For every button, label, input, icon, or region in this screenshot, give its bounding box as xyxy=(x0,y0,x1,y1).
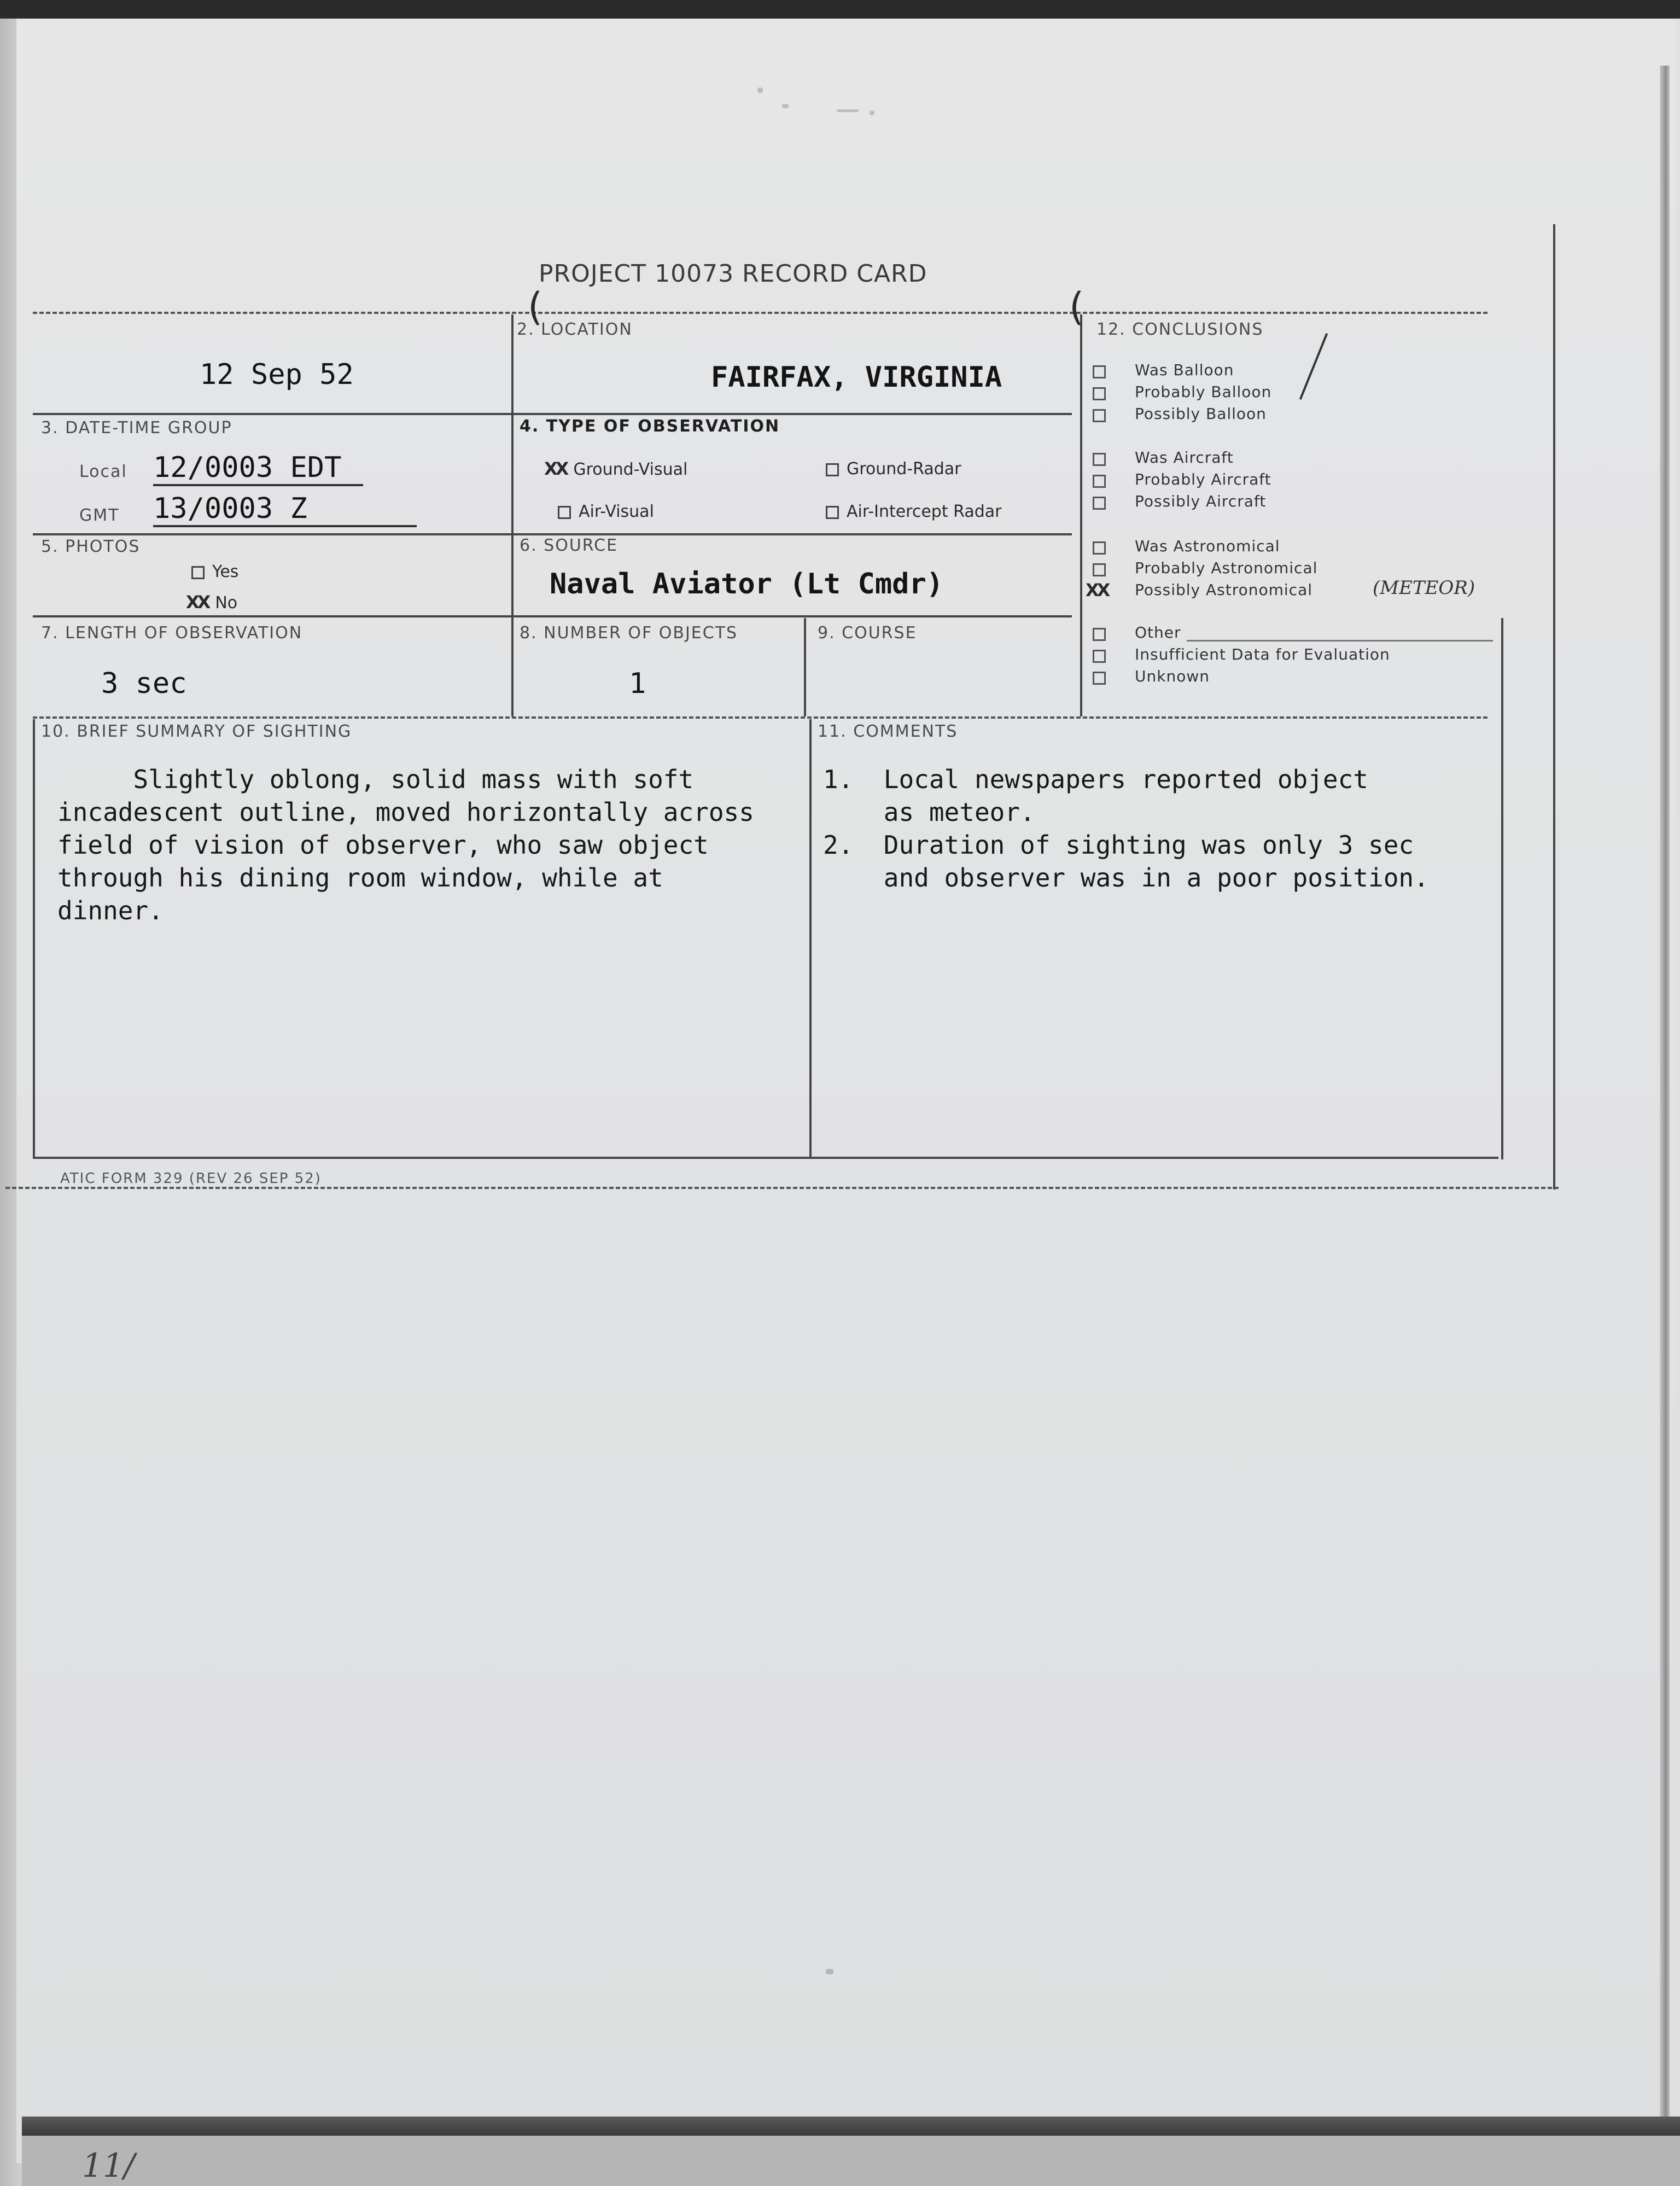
card-rule-bottom xyxy=(33,1157,1498,1159)
scanned-page xyxy=(16,8,1676,2163)
location-label: 2. LOCATION xyxy=(517,320,633,339)
checkbox-icon xyxy=(826,463,839,476)
conclusion-possibly-aircraft: Possibly Aircraft xyxy=(1135,492,1267,510)
summary-text: Slightly oblong, solid mass with soft incadescent outline, moved horizontally across field of vision of observer, who saw object through his dining room window, while at dinner. xyxy=(57,765,754,925)
location-value: FAIRFAX, VIRGINIA xyxy=(711,361,1002,394)
card-rule-top xyxy=(33,312,1488,314)
checkbox-icon xyxy=(1093,563,1106,576)
gmt-label: GMT xyxy=(79,506,120,525)
comments-text: 1. Local newspapers reported object as meteor. 2. Duration of sighting was only 3 sec and observer was in a poor position. xyxy=(823,765,1429,893)
source-value: Naval Aviator (Lt Cmdr) xyxy=(550,568,944,601)
option-air-visual: Air-Visual xyxy=(558,502,654,521)
local-label: Local xyxy=(79,462,127,481)
length-of-observation-label: 7. LENGTH OF OBSERVATION xyxy=(41,623,303,643)
course-label: 9. COURSE xyxy=(818,623,917,643)
type-of-observation-label: 4. TYPE OF OBSERVATION xyxy=(520,417,780,436)
checkbox-icon xyxy=(1093,453,1106,466)
check-mark: XX xyxy=(1086,580,1109,601)
card-divider-date xyxy=(511,314,514,716)
scan-top-border xyxy=(0,0,1680,19)
date-value: 12 Sep 52 xyxy=(200,358,354,391)
card-right-edge xyxy=(1501,618,1503,1159)
checkbox-icon xyxy=(1093,475,1106,488)
other-underline xyxy=(1187,640,1493,642)
number-of-objects-label: 8. NUMBER OF OBJECTS xyxy=(520,623,738,643)
checkbox-icon xyxy=(1093,497,1106,510)
card-rule-row4 xyxy=(33,615,1072,617)
scan-speck xyxy=(826,1969,833,1974)
checkbox-icon xyxy=(1093,387,1106,400)
checkbox-icon xyxy=(1093,650,1106,663)
card-rule-outer-bottom xyxy=(5,1187,1559,1189)
check-mark: XX xyxy=(544,458,567,479)
length-of-observation-value: 3 sec xyxy=(101,667,187,700)
form-number: ATIC FORM 329 (REV 26 SEP 52) xyxy=(60,1170,322,1187)
checkbox-icon xyxy=(1093,672,1106,685)
card-divider-conclusions xyxy=(1080,314,1082,716)
conclusion-other: Other xyxy=(1135,623,1181,642)
card-rule-row5 xyxy=(33,716,1488,719)
number-of-objects-value: 1 xyxy=(629,667,646,700)
scan-right-edge xyxy=(1660,66,1670,2144)
checkbox-icon xyxy=(1093,409,1106,422)
card-divider-course xyxy=(804,618,806,716)
photos-no: XX No xyxy=(186,592,238,613)
checkbox-icon xyxy=(1093,541,1106,555)
punch-mark-left: ( xyxy=(528,284,543,329)
date-time-group-label: 3. DATE-TIME GROUP xyxy=(41,418,232,438)
punch-mark-right: ( xyxy=(1069,284,1084,329)
local-time-value: 12/0003 EDT xyxy=(153,451,363,486)
option-air-intercept-radar: Air-Intercept Radar xyxy=(826,502,1001,521)
card-left-edge xyxy=(33,719,35,1157)
scan-speck xyxy=(757,88,763,93)
handwritten-bottom-mark: 11/ xyxy=(82,2147,135,2185)
card-title: PROJECT 10073 RECORD CARD xyxy=(539,260,928,288)
card-rule-row3 xyxy=(33,533,1072,535)
card-right-outer xyxy=(1553,224,1555,1190)
handwritten-meteor-note: (METEOR) xyxy=(1373,577,1475,599)
scan-speck xyxy=(782,104,789,108)
checkbox-icon xyxy=(1093,365,1106,378)
conclusion-possibly-astronomical: Possibly Astronomical xyxy=(1135,581,1313,599)
conclusion-was-balloon: Was Balloon xyxy=(1135,361,1234,379)
gmt-time-value: 13/0003 Z xyxy=(153,492,417,527)
conclusion-was-aircraft: Was Aircraft xyxy=(1135,448,1234,467)
checkbox-icon xyxy=(558,506,571,519)
checkbox-icon xyxy=(191,566,205,579)
card-rule-row2 xyxy=(33,413,1072,415)
conclusion-unknown: Unknown xyxy=(1135,667,1210,685)
photos-label: 5. PHOTOS xyxy=(41,537,141,556)
conclusion-possibly-balloon: Possibly Balloon xyxy=(1135,405,1267,423)
scan-speck xyxy=(837,109,859,112)
conclusion-probably-balloon: Probably Balloon xyxy=(1135,383,1272,401)
checkbox-icon xyxy=(1093,628,1106,641)
option-ground-radar: Ground-Radar xyxy=(826,459,961,479)
card-divider-summary xyxy=(809,719,812,1157)
check-mark: XX xyxy=(186,592,209,613)
conclusion-probably-astronomical: Probably Astronomical xyxy=(1135,559,1318,577)
conclusion-was-astronomical: Was Astronomical xyxy=(1135,537,1280,555)
photos-yes: Yes xyxy=(191,562,238,581)
checkbox-icon xyxy=(826,506,839,519)
conclusion-probably-aircraft: Probably Aircraft xyxy=(1135,470,1271,488)
source-label: 6. SOURCE xyxy=(520,536,619,555)
conclusions-label: 12. CONCLUSIONS xyxy=(1096,320,1264,339)
conclusion-insufficient-data: Insufficient Data for Evaluation xyxy=(1135,645,1390,663)
scan-bottom-strip xyxy=(22,2136,1680,2186)
option-ground-visual: XX Ground-Visual xyxy=(544,458,688,479)
comments-label: 11. COMMENTS xyxy=(818,722,958,741)
summary-label: 10. BRIEF SUMMARY OF SIGHTING xyxy=(41,722,352,741)
scan-speck xyxy=(870,110,874,115)
